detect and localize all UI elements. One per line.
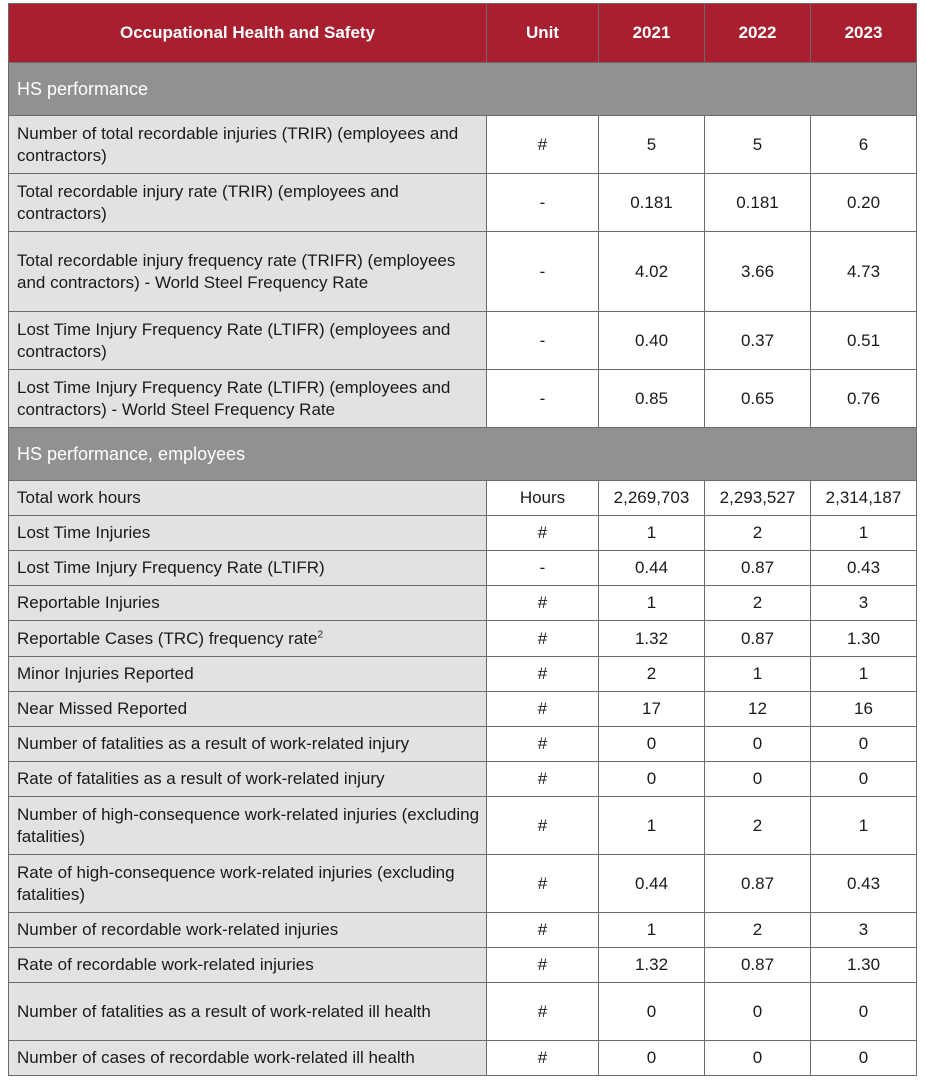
table-row	[9, 727, 917, 762]
metric-label-text: Total recordable injury frequency rate (TRIFR) (employees and contractors) - World Steel Frequency Rate	[17, 250, 456, 292]
header-year-2023: 2023	[811, 4, 917, 63]
value-2021: 0.40	[599, 312, 705, 370]
ohs-table-container	[8, 3, 917, 1076]
value-2022: 2	[705, 797, 811, 855]
table-row	[9, 762, 917, 797]
metric-label-text: Total recordable injury rate (TRIR) (employees and contractors)	[17, 181, 399, 223]
table-row	[9, 312, 917, 370]
unit-cell: -	[487, 232, 599, 312]
unit-cell: #	[487, 797, 599, 855]
table-row	[9, 232, 917, 312]
value-2021: 0	[599, 983, 705, 1041]
value-2021: 0.85	[599, 370, 705, 428]
table-row	[9, 855, 917, 913]
value-2023: 6	[811, 116, 917, 174]
value-2021: 0	[599, 762, 705, 797]
value-2023: 1	[811, 657, 917, 692]
metric-label	[9, 657, 487, 692]
value-2021: 5	[599, 116, 705, 174]
header-year-2022: 2022	[705, 4, 811, 63]
value-2023: 4.73	[811, 232, 917, 312]
table-row	[9, 174, 917, 232]
metric-label	[9, 762, 487, 797]
section-header	[9, 63, 917, 116]
value-2023: 0.76	[811, 370, 917, 428]
metric-label-text: Rate of high-consequence work-related injuries (excluding fatalities)	[17, 862, 455, 904]
unit-cell: Hours	[487, 481, 599, 516]
value-2022: 3.66	[705, 232, 811, 312]
metric-label	[9, 174, 487, 232]
value-2022: 0.87	[705, 551, 811, 586]
metric-label-text: Rate of fatalities as a result of work-related injury	[17, 769, 385, 788]
table-row	[9, 551, 917, 586]
value-2023: 16	[811, 692, 917, 727]
section-title: HS performance	[9, 63, 917, 116]
metric-label-text: Number of fatalities as a result of work-related injury	[17, 734, 410, 753]
value-2021: 17	[599, 692, 705, 727]
metric-label-text: Reportable Injuries	[17, 593, 160, 612]
value-2022: 0.87	[705, 621, 811, 657]
unit-cell: #	[487, 516, 599, 551]
metric-label-text: Rate of recordable work-related injuries	[17, 955, 314, 974]
unit-cell: -	[487, 312, 599, 370]
unit-cell: #	[487, 762, 599, 797]
value-2023: 0	[811, 762, 917, 797]
unit-cell: -	[487, 174, 599, 232]
value-2022: 0.87	[705, 855, 811, 913]
value-2021: 0	[599, 727, 705, 762]
table-row	[9, 913, 917, 948]
value-2021: 0.181	[599, 174, 705, 232]
metric-label	[9, 983, 487, 1041]
metric-label	[9, 913, 487, 948]
header-unit: Unit	[487, 4, 599, 63]
value-2022: 2	[705, 586, 811, 621]
metric-label	[9, 232, 487, 312]
value-2022: 0.65	[705, 370, 811, 428]
value-2022: 2	[705, 913, 811, 948]
value-2023: 0	[811, 983, 917, 1041]
metric-label	[9, 855, 487, 913]
unit-cell: #	[487, 116, 599, 174]
value-2021: 0.44	[599, 855, 705, 913]
value-2021: 0	[599, 1041, 705, 1076]
value-2021: 4.02	[599, 232, 705, 312]
value-2021: 0.44	[599, 551, 705, 586]
value-2022: 0.87	[705, 948, 811, 983]
table-row	[9, 948, 917, 983]
unit-cell: #	[487, 913, 599, 948]
unit-cell: #	[487, 983, 599, 1041]
value-2022: 2	[705, 516, 811, 551]
section-title: HS performance, employees	[9, 428, 917, 481]
metric-label-text: Number of recordable work-related injuries	[17, 920, 339, 939]
metric-label-text: Number of total recordable injuries (TRIR) (employees and contractors)	[17, 123, 459, 165]
metric-label	[9, 692, 487, 727]
value-2023: 3	[811, 913, 917, 948]
value-2021: 1	[599, 913, 705, 948]
table-row	[9, 516, 917, 551]
value-2022: 0	[705, 1041, 811, 1076]
header-title: Occupational Health and Safety	[9, 4, 487, 63]
metric-label-text: Reportable Cases (TRC) frequency rate	[17, 628, 318, 648]
metric-label	[9, 797, 487, 855]
unit-cell: #	[487, 855, 599, 913]
metric-label-text: Number of cases of recordable work-related ill health	[17, 1048, 415, 1067]
metric-label-text: Total work hours	[17, 488, 141, 507]
table-row	[9, 983, 917, 1041]
value-2021: 2,269,703	[599, 481, 705, 516]
value-2023: 1.30	[811, 948, 917, 983]
table-row	[9, 481, 917, 516]
metric-label-text: Lost Time Injuries	[17, 523, 151, 542]
table-row	[9, 586, 917, 621]
metric-label	[9, 948, 487, 983]
value-2021: 1.32	[599, 621, 705, 657]
value-2022: 2,293,527	[705, 481, 811, 516]
value-2021: 1	[599, 516, 705, 551]
unit-cell: #	[487, 692, 599, 727]
metric-label	[9, 551, 487, 586]
value-2022: 0	[705, 983, 811, 1041]
value-2022: 0	[705, 762, 811, 797]
unit-cell: #	[487, 727, 599, 762]
value-2021: 1.32	[599, 948, 705, 983]
unit-cell: -	[487, 370, 599, 428]
unit-cell: -	[487, 551, 599, 586]
metric-label	[9, 727, 487, 762]
value-2023: 1	[811, 516, 917, 551]
table-row	[9, 116, 917, 174]
metric-label-text: Lost Time Injury Frequency Rate (LTIFR)	[17, 558, 325, 577]
unit-cell: #	[487, 657, 599, 692]
value-2023: 1.30	[811, 621, 917, 657]
metric-label-text: Near Missed Reported	[17, 699, 188, 718]
metric-label	[9, 116, 487, 174]
value-2023: 0.20	[811, 174, 917, 232]
section-header	[9, 428, 917, 481]
value-2022: 5	[705, 116, 811, 174]
value-2022: 0	[705, 727, 811, 762]
value-2023: 1	[811, 797, 917, 855]
value-2021: 1	[599, 797, 705, 855]
metric-label	[9, 481, 487, 516]
ohs-table	[8, 3, 917, 1076]
table-row	[9, 692, 917, 727]
metric-label	[9, 370, 487, 428]
header-year-2021: 2021	[599, 4, 705, 63]
metric-label-text: Minor Injuries Reported	[17, 664, 194, 683]
header-row	[9, 4, 917, 63]
metric-label-text: Number of fatalities as a result of work-related ill health	[17, 1001, 431, 1021]
footnote-marker: 2	[317, 628, 324, 640]
value-2023: 0	[811, 1041, 917, 1076]
table-row	[9, 621, 917, 657]
value-2022: 0.181	[705, 174, 811, 232]
table-row	[9, 370, 917, 428]
value-2023: 0.43	[811, 551, 917, 586]
metric-label-text: Number of high-consequence work-related injuries (excluding fatalities)	[17, 804, 480, 846]
value-2023: 2,314,187	[811, 481, 917, 516]
table-body	[9, 63, 917, 1076]
value-2021: 2	[599, 657, 705, 692]
value-2023: 3	[811, 586, 917, 621]
unit-cell: #	[487, 948, 599, 983]
metric-label	[9, 312, 487, 370]
value-2023: 0	[811, 727, 917, 762]
metric-label-text: Lost Time Injury Frequency Rate (LTIFR) (employees and contractors)	[17, 319, 451, 361]
unit-cell: #	[487, 621, 599, 657]
unit-cell: #	[487, 586, 599, 621]
value-2023: 0.43	[811, 855, 917, 913]
value-2021: 1	[599, 586, 705, 621]
metric-label	[9, 621, 487, 657]
metric-label-text: Lost Time Injury Frequency Rate (LTIFR) (employees and contractors) - World Steel Frequency Rate	[17, 377, 451, 419]
table-row	[9, 657, 917, 692]
unit-cell: #	[487, 1041, 599, 1076]
metric-label	[9, 1041, 487, 1076]
value-2022: 0.37	[705, 312, 811, 370]
value-2023: 0.51	[811, 312, 917, 370]
table-row	[9, 1041, 917, 1076]
value-2022: 12	[705, 692, 811, 727]
value-2022: 1	[705, 657, 811, 692]
metric-label	[9, 586, 487, 621]
table-row	[9, 797, 917, 855]
metric-label	[9, 516, 487, 551]
